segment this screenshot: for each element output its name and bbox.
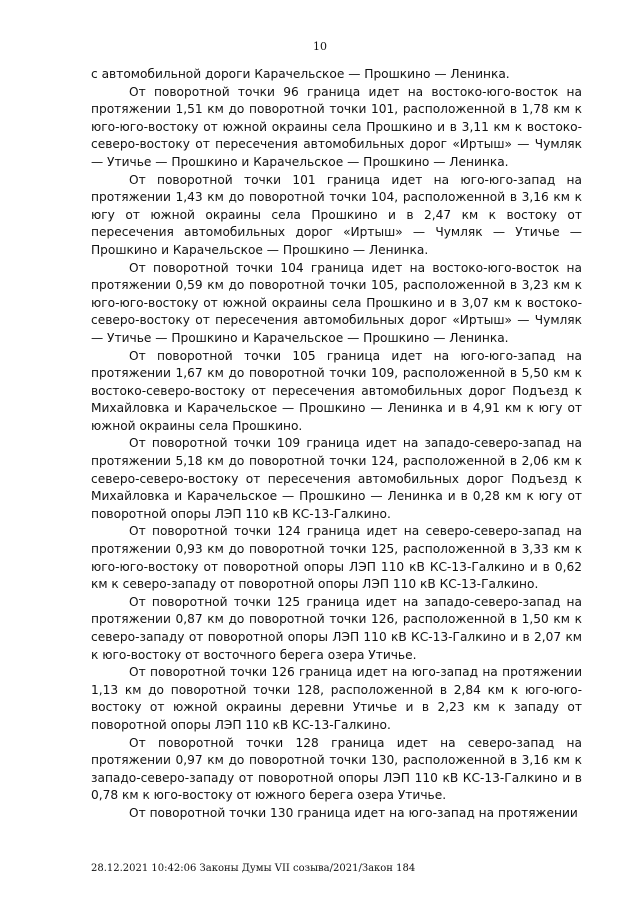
document-body (91, 66, 582, 823)
paragraph: От поворотной точки 124 граница идет на северо-северо-запад на протяжении 0,93 км до поворотной точки 125, расположенной в 3,33 км к юго-юго-востоку от поворотной опоры ЛЭП 110 кВ КС-13-Галкино и в 0,62 км к северо-западу от поворотной опоры ЛЭП 110 кВ КС-13-Галкино. (91, 524, 582, 592)
paragraph: От поворотной точки 105 граница идет на юго-юго-запад на протяжении 1,67 км до поворотной точки 109, расположенной в 5,50 км к востоко-северо-востоку от пересечения автомобильных дорог Подъезд к Михайловка и Карачельское — Прошкино — Ленинка и в 4,91 км к югу от южной окраины села Прошкино. (91, 348, 582, 433)
paragraph: с автомобильной дороги Карачельское — Прошкино — Ленинка. (91, 67, 510, 81)
paragraph: От поворотной точки 104 граница идет на востоко-юго-восток на протяжении 0,59 км до поворотной точки 105, расположенной в 3,23 км к юго-юго-востоку от южной окраины села Прошкино и в 3,07 км к востоко-северо-востоку от пересечения автомобильных дорог «Иртыш» — Чумляк — Утичье — Прошкино и Карачельское — Прошкино — Ленинка. (91, 260, 582, 345)
document-footer: 28.12.2021 10:42:06 Законы Думы VII созыва/2021/Закон 184 (91, 863, 416, 874)
paragraph: От поворотной точки 126 граница идет на юго-запад на протяжении 1,13 км до поворотной точки 128, расположенной в 2,84 км к юго-юго-востоку от южной окраины деревни Утичье и в 2,23 км к западу от поворотной опоры ЛЭП 110 кВ КС-13-Галкино. (91, 665, 582, 732)
paragraph: От поворотной точки 130 граница идет на юго-запад на протяжении (129, 805, 578, 820)
paragraph: От поворотной точки 125 граница идет на западо-северо-запад на протяжении 0,87 км до поворотной точки 126, расположенной в 1,50 км к северо-западу от поворотной опоры ЛЭП 110 кВ КС-13-Галкино и в 2,07 км к юго-востоку от восточного берега озера Утичье. (91, 594, 582, 662)
paragraph: От поворотной точки 101 граница идет на юго-юго-запад на протяжении 1,43 км до поворотной точки 104, расположенной в 3,16 км к югу от южной окраины села Прошкино и в 2,47 км к востоку от пересечения автомобильных дорог «Иртыш» — Чумляк — Утичье — Прошкино и Карачельское — Прошкино — Ленинка. (91, 172, 582, 257)
paragraph: От поворотной точки 128 граница идет на северо-запад на протяжении 0,97 км до поворотной точки 130, расположенной в 3,16 км к западо-северо-западу от поворотной опоры ЛЭП 110 кВ КС-13-Галкино и в 0,78 км к юго-востоку от южного берега озера Утичье. (91, 735, 582, 803)
page-number: 10 (313, 40, 327, 53)
paragraph: От поворотной точки 109 граница идет на западо-северо-запад на протяжении 5,18 км до поворотной точки 124, расположенной в 2,06 км к северо-северо-востоку от пересечения автомобильных дорог Подъезд к Михайловка и Карачельское — Прошкино — Ленинка и в 0,28 км к югу от поворотной опоры ЛЭП 110 кВ КС-13-Галкино. (91, 436, 582, 521)
paragraph: От поворотной точки 96 граница идет на востоко-юго-восток на протяжении 1,51 км до поворотной точки 101, расположенной в 1,78 км к юго-юго-востоку от южной окраины села Прошкино и в 3,11 км к востоко-северо-востоку от пересечения автомобильных дорог «Иртыш» — Чумляк — Утичье — Прошкино и Карачельское — Прошкино — Ленинка. (91, 84, 582, 169)
